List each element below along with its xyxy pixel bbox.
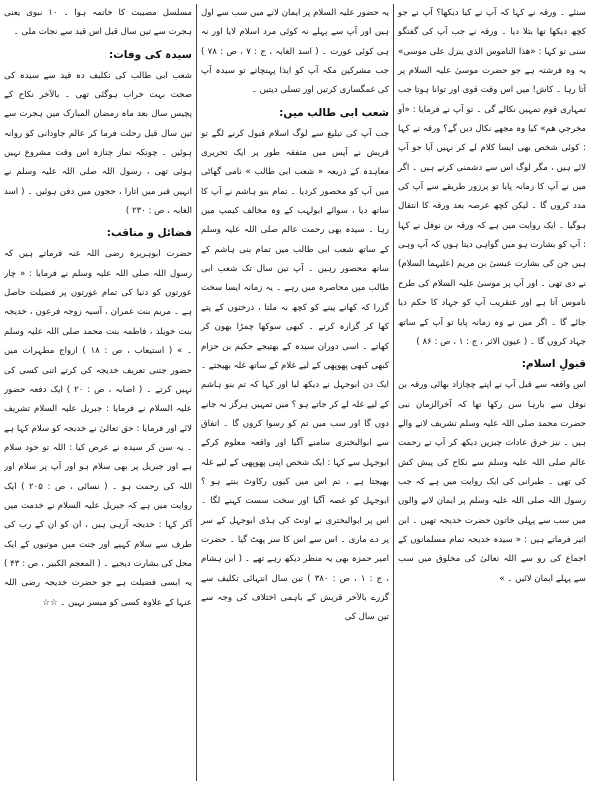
column-middle — [196, 4, 394, 781]
paragraph-shib-abi-talib: جب آپ کی تبلیغ سے لوگ اسلام قبول کرنے لگے تو قریش نے آپس میں متفقہ طور پر ایک تحریری معاہدہ کے ذریعہ « شعب ابی طالب » نامی گھاٹی میں آپ کو محصور کردیا ۔ تمام بنو ہاشم نے آپ کا ساتھ دیا ، سوائے ابولہب کے وہ مخالف کیمپ میں رہا ۔ سیدہ بھی رحمت عالم صلی اللہ علیہ وسلم کے ساتھ شعب ابی طالب میں تمام بنی ہاشم کے ساتھ محصور رہیں ۔ آپ تین سال تک شعب ابی طالب میں محاصرہ میں رہے ۔ یہ زمانہ ایسا سخت گزرا کہ کھانے پینے کو کچھ نہ ملتا ، درختوں کے پتے کھا کر گزارہ کرتے ۔ کبھی سوکھا چمڑا بھون کر کھاتے ۔ اسی دوران سیدہ کے بھتیجے حکیم بن حزام کبھی کبھی پھوپھی کے لیے غلام کے ساتھ غلہ بھیجتے ۔ ایک دن ابوجہل نے دیکھ لیا اور کہا کہ تم بنو ہاشم کے لیے غلہ لے کر جاتے ہو ؟ میں تمہیں ہرگز نہ جانے دوں گا اور سب میں تم کو رسوا کروں گا ۔ اتفاق سے ابوالبختری سامنے آگیا اور واقعہ معلوم کرکے ابوجہل سے کہا : ایک شخص اپنی پھوپھی کے لیے غلہ بھیجتا ہے ، تم اس میں کیوں رکاوٹ بنتے ہو ؟ ابوجہل کو غصہ آگیا اور سخت سست کہنے لگا ۔ اس پر ابوالبختری نے اونٹ کی ہڈی ابوجہل کے سر پر دے ماری ۔ اس سے اس کا سر پھٹ گیا ۔ حضرت امیر حمزہ بھی یہ منظر دیکھ رہے تھے ۔ ( ابن ہشام ، ج : ۱ ، ص : ۳۸۰ ) تین سال انتہائی تکلیف سے گزرے بالآخر قریش کے باہمی اختلاف کی وجہ سے تین سال کی — [201, 128, 389, 623]
column-right — [394, 4, 586, 781]
heading-virtues: فضائل و مناقب: — [106, 227, 192, 240]
paragraph-end-of-hardship: مسلسل مصیبت کا خاتمہ ہوا ۔ ۱۰ نبوی یعنی ہجرت سے تین سال قبل اس قید سے نجات ملی ۔ — [4, 8, 192, 38]
column-left — [4, 4, 196, 781]
paragraph-virtues: حضرت ابوہریرہ رضی اللہ عنہ فرماتے ہیں کہ رسول اللہ صلی اللہ علیہ وسلم نے فرمایا : « چار عورتوں کو دنیا کی تمام عورتوں پر فضیلت حاصل ہے ۔ مریم بنت عمران ، آسیہ زوجہ فرعون ، خدیجہ بنت خویلد ، فاطمہ بنت محمد صلی اللہ علیہ وسلم ۔ » ( استیعاب ، ص : ۱۸ ) ازواج مطہرات میں حضور جتنی تعریف خدیجہ کی کرتے اتنی کسی کی نہیں کرتے ۔ ( اصابہ ، ص : ۲۰ ) ایک دفعہ حضور علیہ السلام نے فرمایا : جبریل علیہ السلام تشریف لائے اور فرمایا : حق تعالیٰ نے خدیجہ کو سلام کہا ہے ۔ یہ سن کر سیدہ نے عرض کیا : اللہ تو خود سلام ہے اور جبریل پر بھی سلام ہو اور آپ پر سلام اور اللہ کی رحمت ہو ۔ ( نسائی ، ص : ۲۰۵ ) ایک روایت میں ہے کہ جبریل علیہ السلام نے خدمت میں آکر کہا : خدیجہ آرہی ہیں ، ان کو ان کے رب کی طرف سے سلام کہیے اور جنت میں موتیوں کے ایک محل کی بشارت دیجیے ۔ ( المعجم الکبیر ، ص : ۴۳ ) یہ ایسی فضیلت ہے جو حضرت خدیجہ رضی اللہ عنہا کے علاوہ کسی کو میسر نہیں ۔ ☆☆ — [4, 249, 192, 608]
paragraph-accepting-islam: اس واقعہ سے قبل آپ نے اپنے چچازاد بھائی ورقہ بن نوفل سے بارہا سن رکھا تھا کہ آخرالزمان نبی حضرت محمد صلی اللہ علیہ وسلم تشریف لانے والے ہیں ۔ نیز خرق عادات چیزیں دیکھ کر آپ نے رحمت عالم صلی اللہ علیہ وسلم سے نکاح کی پیش کش کی تھی ۔ طبرانی کی ایک روایت میں ہے کہ جب رسول اللہ صلی اللہ علیہ وسلم پر ایمان لانے والوں میں سب سے پہلی خاتون حضرت خدیجہ تھیں ۔ ابن اثیر فرماتے ہیں : « سیدہ خدیجہ تمام مسلمانوں کے اجماع کی رو سے اللہ تعالیٰ کی مخلوق میں سب سے پہلے ایمان لائیں ۔ » — [398, 380, 586, 584]
paragraph-warqa-conversation: سنئے ۔ ورقہ نے کہا کہ آپ نے کیا دیکھا؟ آپ نے جو کچھ دیکھا تھا بتلا دیا ۔ ورقہ نے جب آپ کی گفتگو سنی تو کہا : «هذا الناموس الذي ينزل على موسى» یہ وہ فرشتہ ہے جو حضرت موسیٰ علیہ السلام پر آتا رہا ۔ کاش! میں اس وقت قوی اور توانا ہوتا جب تمہاری قوم تمہیں نکالے گی ۔ تو آپ نے فرمایا : «أو مخرجي هم» کیا وہ مجھے نکال دیں گے؟ ورقہ نے کہا : کوئی شخص بھی ایسا کلام لے کر نہیں آیا جو آپ لائے ہیں ، مگر لوگ اس سے دشمنی کرتے ہیں ۔ اگر میں نے آپ کا زمانہ پایا تو پرزور طریقے سے آپ کی مدد کروں گا ۔ لیکن کچھ عرصہ بعد ورقہ کا انتقال ہوگیا ۔ ایک روایت میں ہے کہ ورقہ بن نوفل نے کہا : آپ کو بشارت ہو میں گواہی دیتا ہوں کہ آپ وہی ہیں جن کی بشارت عیسیٰ بن مریم (علیہما السلام) نے دی تھی ۔ اور آپ پر موسیٰ علیہ السلام کی طرح ناموس آتا ہے اور عنقریب آپ کو جہاد کا حکم دیا جائے گا ۔ اگر میں نے وہ زمانہ پایا تو آپ کے ساتھ جہاد کروں گا ۔ ( عیون الاثر ، ج : ۱ ، ص : ۸۶ ) — [398, 8, 586, 347]
paragraph-first-believer: یہ حضور علیہ السلام پر ایمان لانے میں سب سے اول ہیں اور آپ سے پہلے نہ کوئی مرد اسلام لایا اور نہ ہی کوئی عورت ۔ ( اسد الغابہ ، ج : ۷ ، ص : ۷۸ ) جب مشرکین مکہ آپ کو ایذا پہنچاتے تو سیدہ آپ کی غمگساری کرتیں اور تسلی دیتیں ۔ — [201, 8, 389, 96]
heading-death-of-khadija: سیدہ کی وفات: — [109, 48, 192, 61]
document-page — [4, 4, 586, 781]
heading-accepting-islam: قبولِ اسلام: — [521, 358, 586, 371]
heading-shib-abi-talib: شعب ابی طالب میں: — [279, 106, 389, 119]
paragraph-death-of-khadija: شعب ابی طالب کی تکلیف دہ قید سے سیدہ کی صحت بہت خراب ہوگئی تھی ۔ بالآخر نکاح کے پچیس سال بعد ماہ رمضان المبارک میں ہجرت سے تین سال قبل رحلت فرما کر عالم جاودانی کو روانہ ہوئیں ۔ چونکہ نماز جنازہ اس وقت مشروع نہیں ہوئی تھی ، رسول اللہ صلی اللہ علیہ وسلم نے انہیں قبر میں اتارا ، حجون میں دفن ہوئیں ۔ ( اسد الغابہ ، ص : ۲۳۰ ) — [4, 70, 192, 217]
